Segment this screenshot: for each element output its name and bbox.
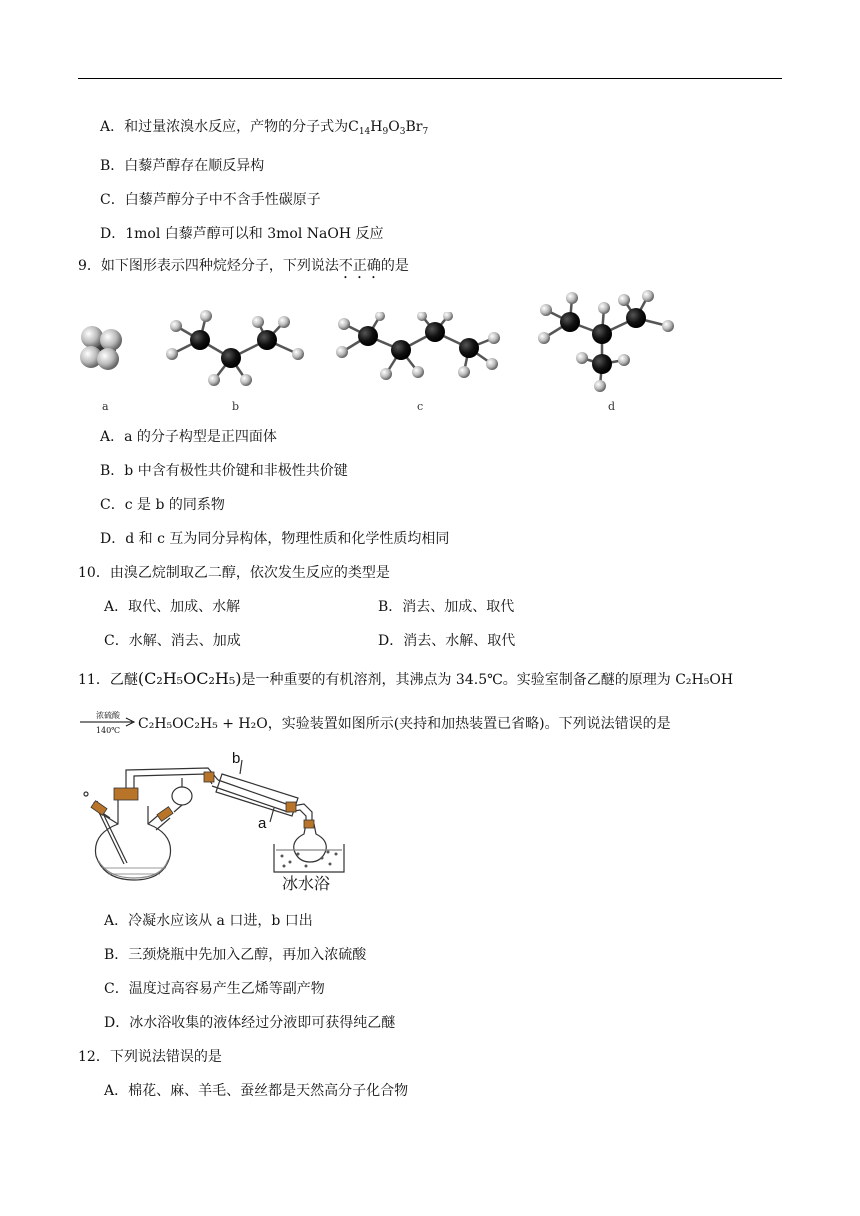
arrow-condition-bottom: 140℃	[95, 726, 121, 735]
q9-option-a: A．a 的分子构型是正四面体	[100, 429, 277, 445]
q10-option-d: D．消去、水解、取代	[378, 633, 516, 649]
q9-option-d: D．d 和 c 互为同分异构体，物理性质和化学性质均相同	[100, 531, 450, 547]
q10-stem: 10．由溴乙烷制取乙二醇，依次发生反应的类型是	[78, 565, 390, 581]
q8-formula: $C_{14}H_9O_3Br_7$	[348, 119, 429, 137]
molecule-a-methane	[76, 322, 130, 376]
q11-stem-line2: C₂H₅OC₂H₅ + H₂O，实验装置如图所示(夹持和加热装置已省略)。下列说法错误的是	[138, 716, 671, 732]
molecule-d-isobutane	[534, 288, 680, 394]
q10-option-a: A．取代、加成、水解	[104, 599, 241, 615]
q12-stem: 12．下列说法错误的是	[78, 1049, 222, 1065]
q9-option-c: C．c 是 b 的同系物	[100, 497, 225, 513]
header-rule	[78, 78, 782, 79]
q8-option-b: B．白藜芦醇存在顺反异构	[100, 158, 265, 174]
q10-option-b: B．消去、加成、取代	[378, 599, 515, 615]
q9-stem: 9．如下图形表示四种烷烃分子，下列说法不正确的是	[78, 258, 409, 274]
reaction-arrow	[80, 711, 136, 737]
molecule-a-label: a	[102, 400, 109, 413]
arrow-condition-top: 浓硫酸	[96, 711, 120, 720]
q8-option-c: C．白藜芦醇分子中不含手性碳原子	[100, 192, 321, 208]
molecule-b-label: b	[232, 400, 240, 413]
molecule-d-label: d	[608, 400, 616, 413]
q9-option-b: B．b 中含有极性共价键和非极性共价键	[100, 463, 348, 479]
molecule-c-butane	[334, 312, 506, 382]
q12-option-a: A．棉花、麻、羊毛、蚕丝都是天然高分子化合物	[104, 1083, 409, 1099]
apparatus-caption: 冰水浴	[282, 876, 331, 893]
molecule-c-label: c	[417, 400, 424, 413]
q8-option-d: D．1mol 白藜芦醇可以和 3mol NaOH 反应	[100, 226, 384, 242]
apparatus-label-b: b	[232, 750, 241, 767]
q11-option-c: C．温度过高容易产生乙烯等副产物	[104, 981, 325, 997]
q11-option-a: A．冷凝水应该从 a 口进，b 口出	[104, 913, 313, 929]
molecule-b-propane	[160, 308, 310, 390]
q11-stem-line1: 11．乙醚(C₂H₅OC₂H₅)是一种重要的有机溶剂，其沸点为 34.5℃。实验室制备乙醚的原理为 C₂H₅OH	[78, 669, 734, 688]
q11-option-d: D．冰水浴收集的液体经过分液即可获得纯乙醚	[104, 1015, 396, 1031]
q10-option-c: C．水解、消去、加成	[104, 633, 241, 649]
q8-option-a: A．和过量浓溴水反应，产物的分子式为$C_{14}H_9O_3Br_7$	[100, 119, 429, 137]
q11-option-b: B．三颈烧瓶中先加入乙醇，再加入浓硫酸	[104, 947, 367, 963]
apparatus-label-a: a	[258, 815, 267, 832]
